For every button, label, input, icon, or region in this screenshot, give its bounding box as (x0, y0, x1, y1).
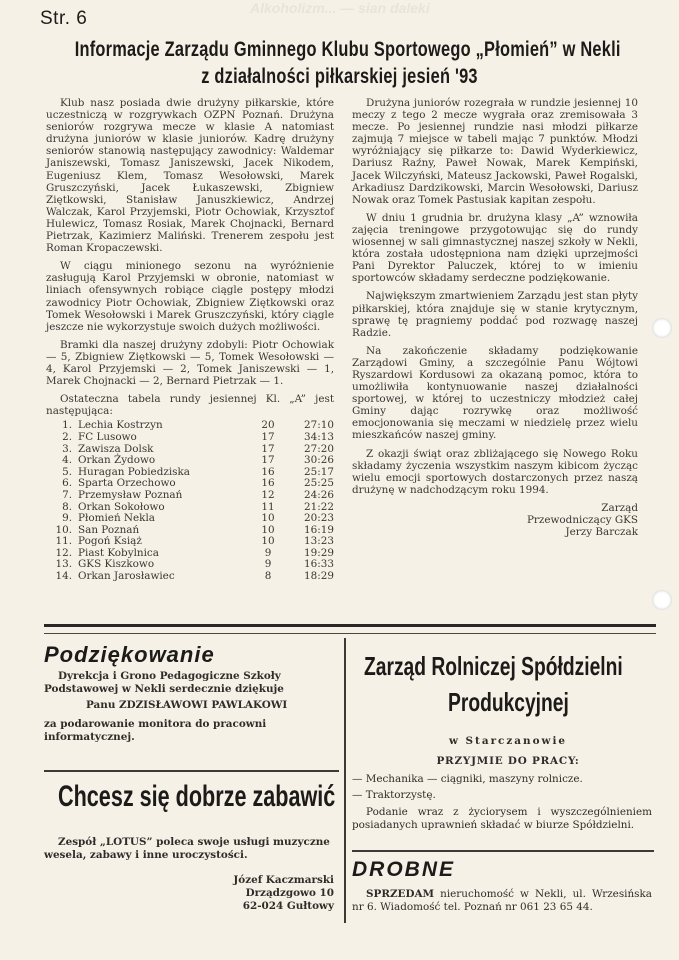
article-subheadline: z działalności piłkarskiej jesień '93 (201, 65, 478, 88)
team-name: Orkan Sokołowo (78, 500, 165, 513)
punch-hole (652, 590, 672, 610)
league-position: 6. (62, 477, 72, 490)
league-position: 3. (62, 442, 72, 455)
signature-name: Jerzy Barczak (565, 525, 638, 538)
coop-ad-title-line2: Produkcyjnej (448, 687, 569, 717)
page-number: Str. 6 (40, 8, 88, 29)
classifieds-text (352, 888, 652, 914)
classifieds-body: nieruchomość w Nekli, ul. Wrzesińska nr 6. Wiadomość tel. Poznań nr 061 23 65 44. (352, 888, 652, 913)
party-ad-contact (150, 874, 334, 913)
team-name: Zawisza Dolsk (78, 442, 154, 455)
league-position: 12. (55, 546, 72, 559)
classifieds-title: DROBNE (352, 858, 456, 881)
team-points: 17 (261, 442, 275, 455)
article-paragraph: W dniu 1 grudnia br. drużyna klasy „A” wznowiła zajęcia treningowe przygotowując się do rundy wiosennej w sali gimnastycznej naszej szkoły w Nekli, która została udostępniona nam dzięki uprzejmości Pani Dyrektor Paluczek, której to w imieniu sportowców składamy serdeczne podziękowanie. (352, 211, 638, 285)
team-points: 17 (261, 454, 275, 467)
party-ad-text: Zespół „LOTUS” poleca swoje usługi muzyczne wesela, zabawy i inne uroczystości. (44, 836, 330, 861)
team-points: 17 (261, 430, 275, 443)
article-paragraph: Z okazji świąt oraz zbliżającego się Nowego Roku składamy życzenia wszystkim naszym kibicom życząc wielu emocji sportowych dostarczonych przez naszą drużynę w nadchodzącym roku 1994. (352, 447, 638, 496)
league-position: 8. (62, 500, 72, 513)
signature-block (352, 502, 638, 538)
contact-name: Józef Kaczmarski (233, 874, 334, 886)
goal-ratio: 20:23 (304, 512, 334, 525)
goal-ratio: 16:33 (304, 558, 334, 571)
goal-ratio: 16:19 (304, 523, 334, 536)
team-name: Orkan Jarosławiec (78, 570, 175, 583)
team-points: 10 (261, 535, 275, 548)
coop-ad-title-line1: Zarząd Rolniczej Spółdzielni (364, 651, 623, 681)
goal-ratio: 18:29 (304, 570, 334, 583)
league-position: 14. (55, 570, 72, 583)
team-name: Sparta Orzechowo (78, 477, 176, 490)
team-name: Przemysław Poznań (78, 488, 183, 501)
contact-street: Drządzgowo 10 (245, 887, 334, 899)
goal-ratio: 34:13 (304, 430, 334, 443)
coop-ad-hiring: PRZYJMIE DO PRACY: (436, 755, 580, 767)
article-paragraph: Klub nasz posiada dwie drużyny piłkarskie, które uczestniczą w rozgrywkach OZPN Poznań. Drużyna seniorów rozgrywa mecze w klasie A natomiast drużyna juniorów w klasie juniorów. Kadrę drużyny seniorów stanowią następujący zawodnicy: Waldemar Janiszewski, Tomasz Janiszewski, Jacek Nikodem, Eugeniusz Klem, Tomasz Wesołowski, Marek Gruszczyński, Jacek Łukaszewski, Zbigniew Ziętkowski, Stanisław Januszkiewicz, Andrzej Walczak, Karol Przyjemski, Piotr Ochowiak, Krzysztof Hulewicz, Tomasz Rosiak, Marek Chojnacki, Bernard Pietrzak, Kazimierz Maliński. Trenerem zespołu jest Roman Kropaczewski. (46, 97, 334, 255)
team-points: 16 (261, 477, 275, 490)
coop-ad-location: w Starczanowie (448, 735, 568, 747)
article-paragraph: Na zakończenie składamy podziękowanie Zarządowi Gminy, a szczególnie Panu Wójtowi Ryszardowi Kordusowi za okazaną pomoc, która to umożliwiła kontynuowanie naszej działalności sportowej, w której to uczestniczy młodzież całej Gminy dając rozrywkę oraz możliwość emocjonowania się meczami w niedzielę przez wielu mieszkańców naszej gminy. (352, 344, 638, 442)
league-table-row (46, 432, 334, 444)
team-name: Huragan Pobiedziska (78, 465, 190, 478)
thanks-ad-recipient: Panu ZDZISŁAWOWI PAWLAKOWI (86, 699, 288, 711)
team-points: 16 (261, 465, 275, 478)
league-table-row (46, 490, 334, 502)
article-paragraph: Największym zmartwieniem Zarządu jest stan płyty piłkarskiej, która znajduje się w stanie krytycznym, sprawę tę pragniemy poddać pod rozwagę naszej Radzie. (352, 290, 638, 339)
ad-divider (352, 850, 654, 852)
team-name: FC Lusowo (78, 430, 137, 443)
team-points: 10 (261, 523, 275, 536)
team-name: GKS Kiszkowo (78, 558, 155, 571)
article-paragraph: W ciągu minionego sezonu na wyróżnienie zasługują Karol Przyjemski w obronie, natomiast w liniach ofensywnych robiące ciągle postępy młodzi zawodnicy Piotr Ochowiak, Zbigniew Ziętkowski oraz Tomek Wesołowski i Marek Gruszczyński, który ciągle jeszcze nie wykorzystuje swoich dużych możliwości. (46, 260, 334, 333)
league-position: 5. (62, 465, 72, 478)
coop-ad-title (358, 648, 658, 720)
goal-ratio: 25:25 (304, 477, 334, 490)
thanks-ad-title: Podziękowanie (44, 642, 215, 667)
contact-city: 62-024 Gułtowy (242, 900, 334, 912)
thanks-ad-text: Dyrekcja i Grono Pedagogiczne Szkoły Podstawowej w Nekli serdecznie dziękuje (44, 670, 284, 695)
league-table-row (46, 513, 334, 525)
goal-ratio: 21:22 (304, 500, 334, 513)
goal-ratio: 24:26 (304, 488, 334, 501)
team-name: San Poznań (78, 523, 140, 536)
team-points: 8 (264, 570, 272, 583)
article-headline: Informacje Zarządu Gminnego Klubu Sportowego „Płomień” w Nekli (74, 38, 621, 61)
team-name: Pogoń Książ (78, 535, 142, 548)
punch-hole (652, 318, 672, 338)
classifieds-lead: SPRZEDAM (366, 888, 435, 900)
league-position: 11. (55, 535, 72, 548)
party-ad-title: Chcesz się dobrze zabawić (58, 780, 336, 813)
league-position: 7. (62, 488, 72, 501)
coop-ad-position: — Mechanika — ciągniki, maszyny rolnicze. (352, 773, 583, 785)
article-right-column (352, 97, 638, 538)
team-name: Orkan Żydowo (78, 454, 156, 467)
team-name: Lechia Kostrzyn (78, 419, 163, 432)
team-points: 10 (261, 512, 275, 525)
coop-ad-position: — Traktorzystę. (352, 789, 436, 801)
league-table (46, 420, 334, 582)
article-paragraph: Ostateczna tabela rundy jesiennej Kl. „A” jest następująca: (46, 393, 334, 418)
goal-ratio: 27:10 (304, 419, 334, 432)
goal-ratio: 19:29 (304, 546, 334, 559)
goal-ratio: 13:23 (304, 535, 334, 548)
league-position: 4. (62, 454, 72, 467)
league-position: 2. (62, 430, 72, 443)
section-divider (44, 624, 656, 634)
thanks-ad-reason: za podarowanie monitora do pracowni informatycznej. (44, 718, 267, 743)
team-points: 12 (261, 488, 275, 501)
column-divider (344, 638, 346, 923)
league-position: 13. (55, 558, 72, 571)
goal-ratio: 30:26 (304, 454, 334, 467)
league-position: 1. (62, 419, 72, 432)
team-points: 20 (261, 419, 275, 432)
team-points: 11 (261, 500, 275, 513)
league-position: 10. (55, 523, 72, 536)
team-name: Piast Kobylnica (78, 546, 159, 559)
team-name: Płomień Nekla (78, 512, 155, 525)
bleed-through-text: Alkoholizm... — sian daleki (250, 0, 430, 16)
article-paragraph: Bramki dla naszej drużyny zdobyli: Piotr Ochowiak — 5, Zbigniew Ziętkowski — 5, Tomek Wesołowski — 4, Karol Przyjemski — 2, Tomek Janiszewski — 1, Marek Chojnacki — 2, Bernard Pietrzak — 1. (46, 338, 334, 388)
ad-divider (44, 770, 339, 772)
signature-role: Przewodniczący GKS (526, 513, 638, 526)
signature-board: Zarząd (601, 501, 638, 514)
article-left-column (46, 97, 334, 583)
team-points: 9 (264, 546, 272, 559)
goal-ratio: 27:20 (304, 442, 334, 455)
league-table-row (46, 571, 334, 583)
team-points: 9 (264, 558, 272, 571)
league-position: 9. (62, 512, 72, 525)
coop-ad-application: Podanie wraz z życiorysem i wyszczególnieniem posiadanych uprawnień składać w biurze Spółdzielni. (352, 806, 652, 831)
goal-ratio: 25:17 (304, 465, 334, 478)
article-paragraph: Drużyna juniorów rozegrała w rundzie jesiennej 10 meczy z tego 2 mecze wygrała oraz zremisowała 3 mecze. Po jesiennej rundzie nasi młodzi piłkarze zajmują 7 miejsce w tabeli mając 7 punktów. Młodzi wyróżniający się piłkarze to: Dawid Wyderkiewicz, Dariusz Raźny, Paweł Nowak, Marek Kempiński, Jacek Wilczyński, Mateusz Jackowski, Paweł Rogalski, Arkadiusz Dardzikowski, Marcin Wesołowski, Dariusz Nowak oraz Tomek Pastusiak kapitan zespołu. (352, 97, 638, 206)
league-table-row (46, 455, 334, 467)
